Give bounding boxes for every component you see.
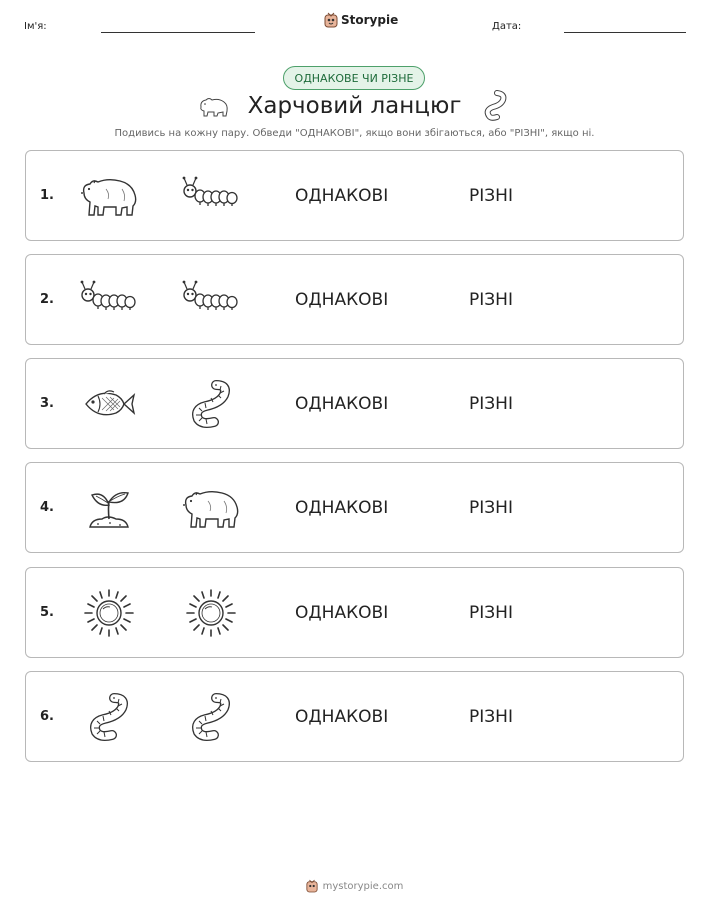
- caterpillar-icon: [180, 169, 242, 223]
- question-number: 2.: [40, 292, 54, 307]
- question-row: [25, 254, 684, 345]
- page-title: Харчовий ланцюг: [247, 93, 462, 119]
- question-number: 5.: [40, 605, 54, 620]
- different-option[interactable]: РІЗНІ: [469, 393, 513, 414]
- logo-text: Storypie: [341, 13, 399, 27]
- same-option[interactable]: ОДНАКОВІ: [295, 706, 389, 727]
- different-option[interactable]: РІЗНІ: [469, 497, 513, 518]
- question-row: [25, 462, 684, 553]
- fish-icon: [78, 377, 140, 431]
- bear-icon: [180, 481, 242, 535]
- footer-url[interactable]: mystorypie.com: [322, 880, 404, 892]
- name-label: Ім'я:: [24, 21, 47, 32]
- question-number: 3.: [40, 396, 54, 411]
- date-line[interactable]: [564, 32, 686, 33]
- same-option[interactable]: ОДНАКОВІ: [295, 602, 389, 623]
- same-option[interactable]: ОДНАКОВІ: [295, 289, 389, 310]
- name-line[interactable]: [101, 32, 255, 33]
- sun-icon: [78, 586, 140, 640]
- sprout-icon: [78, 481, 140, 535]
- worksheet-type-badge: ОДНАКОВЕ ЧИ РІЗНЕ: [283, 66, 425, 90]
- different-option[interactable]: РІЗНІ: [469, 706, 513, 727]
- storypie-logo-icon: [324, 12, 338, 28]
- caterpillar-icon: [180, 273, 242, 327]
- same-option[interactable]: ОДНАКОВІ: [295, 185, 389, 206]
- storypie-logo-icon: [306, 879, 318, 893]
- worm-icon: [180, 377, 242, 431]
- question-row: [25, 671, 684, 762]
- worm-icon: [479, 89, 509, 121]
- same-option[interactable]: ОДНАКОВІ: [295, 393, 389, 414]
- sun-icon: [180, 586, 242, 640]
- caterpillar-icon: [78, 273, 140, 327]
- storypie-logo: [324, 12, 398, 28]
- different-option[interactable]: РІЗНІ: [469, 289, 513, 310]
- date-label: Дата:: [492, 21, 522, 32]
- bear-icon: [78, 169, 140, 223]
- instructions: Подивись на кожну пару. Обведи "ОДНАКОВІ", якщо вони збігаються, або "РІЗНІ", якщо ні.: [114, 128, 595, 139]
- question-row: [25, 358, 684, 449]
- question-number: 1.: [40, 188, 54, 203]
- different-option[interactable]: РІЗНІ: [469, 185, 513, 206]
- different-option[interactable]: РІЗНІ: [469, 602, 513, 623]
- worm-icon: [78, 690, 140, 744]
- same-option[interactable]: ОДНАКОВІ: [295, 497, 389, 518]
- question-row: [25, 150, 684, 241]
- question-number: 6.: [40, 709, 54, 724]
- question-row: [25, 567, 684, 658]
- question-number: 4.: [40, 500, 54, 515]
- worm-icon: [180, 690, 242, 744]
- footer: [0, 879, 709, 893]
